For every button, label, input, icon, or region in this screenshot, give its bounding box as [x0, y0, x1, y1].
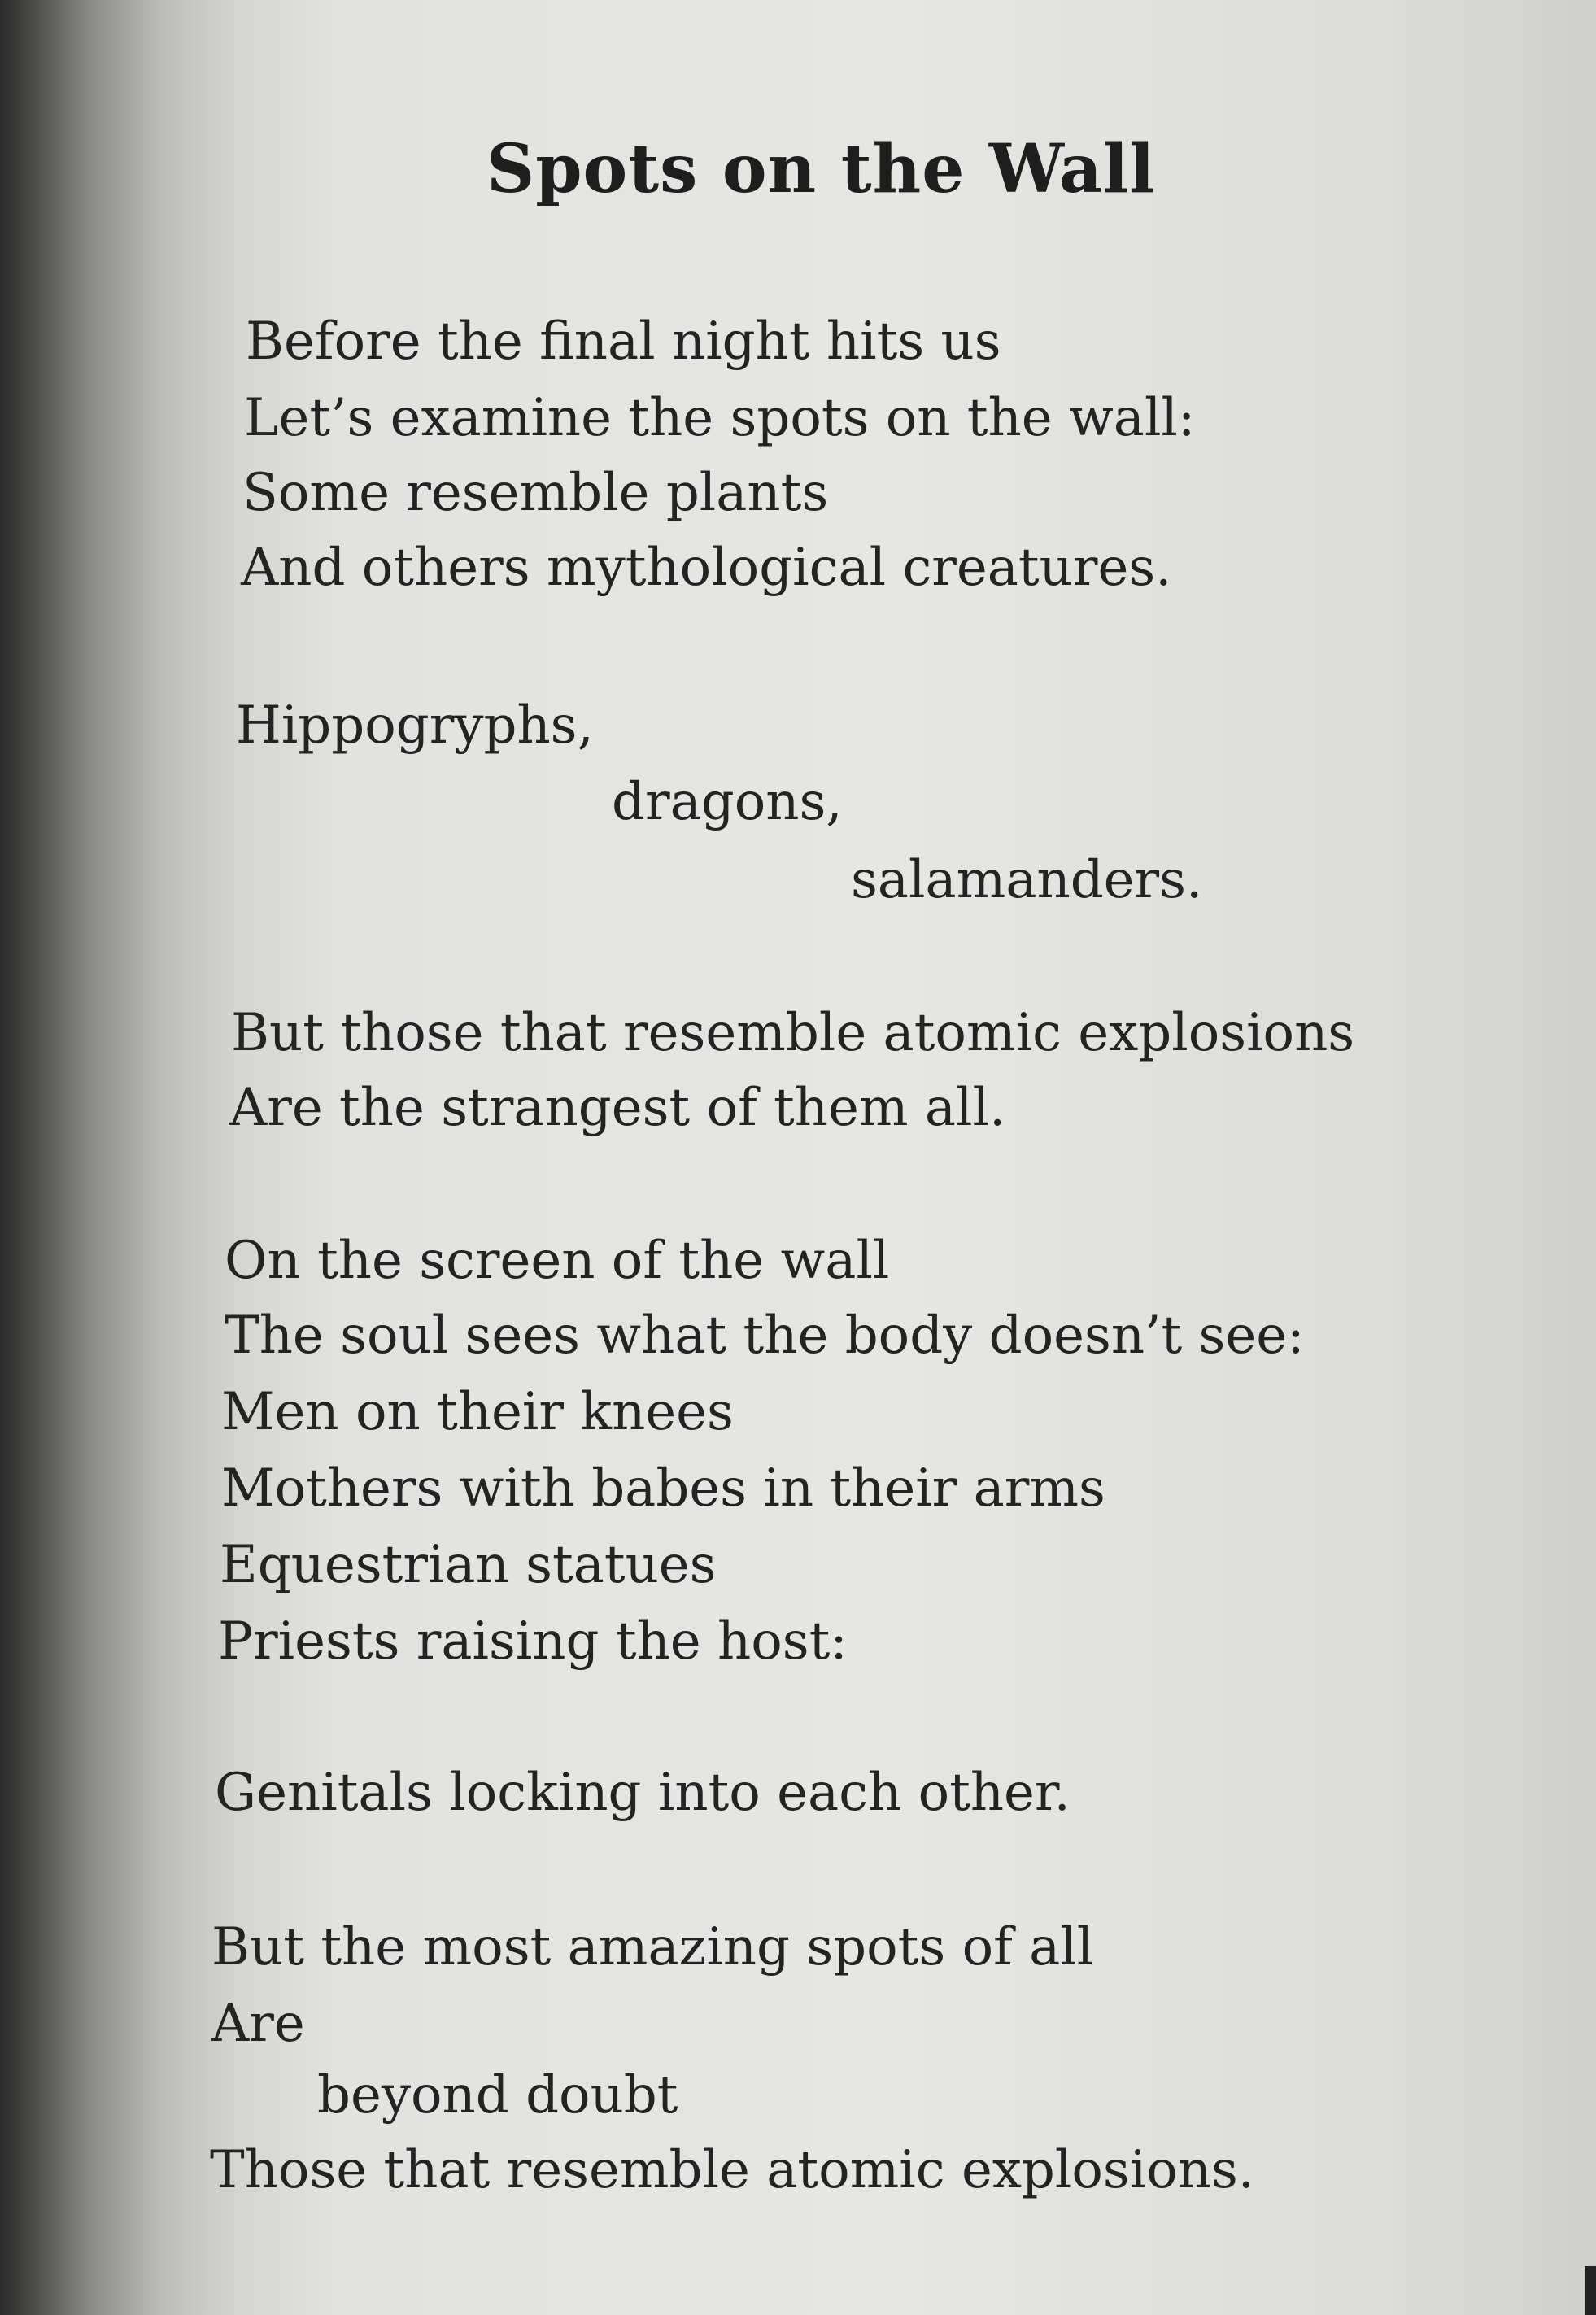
poem-line: The soul sees what the body doesn’t see:: [225, 1306, 1305, 1366]
poem-line: Before the final night hits us: [246, 312, 1001, 372]
poem-line: But those that resemble atomic explosions: [231, 1003, 1355, 1063]
poem-line: Mothers with babes in their arms: [221, 1458, 1105, 1519]
poem-line: Are the strangest of them all.: [229, 1078, 1006, 1138]
poem-line: Some resemble plants: [242, 463, 829, 523]
poem-line: Men on their knees: [221, 1382, 734, 1442]
poem-line: beyond doubt: [317, 2065, 678, 2125]
page-edge-mark: [1585, 2266, 1596, 2315]
poem-line: Priests raising the host:: [218, 1611, 848, 1672]
poem-line: Hippogryphs,: [236, 695, 594, 756]
poem-title: Spots on the Wall: [486, 130, 1156, 208]
poem-line: And others mythological creatures.: [241, 538, 1172, 598]
poem-line: But the most amazing spots of all: [211, 1917, 1094, 1977]
poem-line: salamanders.: [851, 850, 1203, 910]
poem-line: Equestrian statues: [220, 1535, 717, 1595]
poem-line: Are: [211, 1994, 305, 2054]
poem-line: Let’s examine the spots on the wall:: [244, 388, 1196, 448]
poem-line: dragons,: [612, 772, 843, 832]
poem-line: Genitals locking into each other.: [215, 1763, 1071, 1823]
poem-line: On the screen of the wall: [225, 1231, 890, 1291]
poem-line: Those that resemble atomic explosions.: [210, 2140, 1255, 2200]
